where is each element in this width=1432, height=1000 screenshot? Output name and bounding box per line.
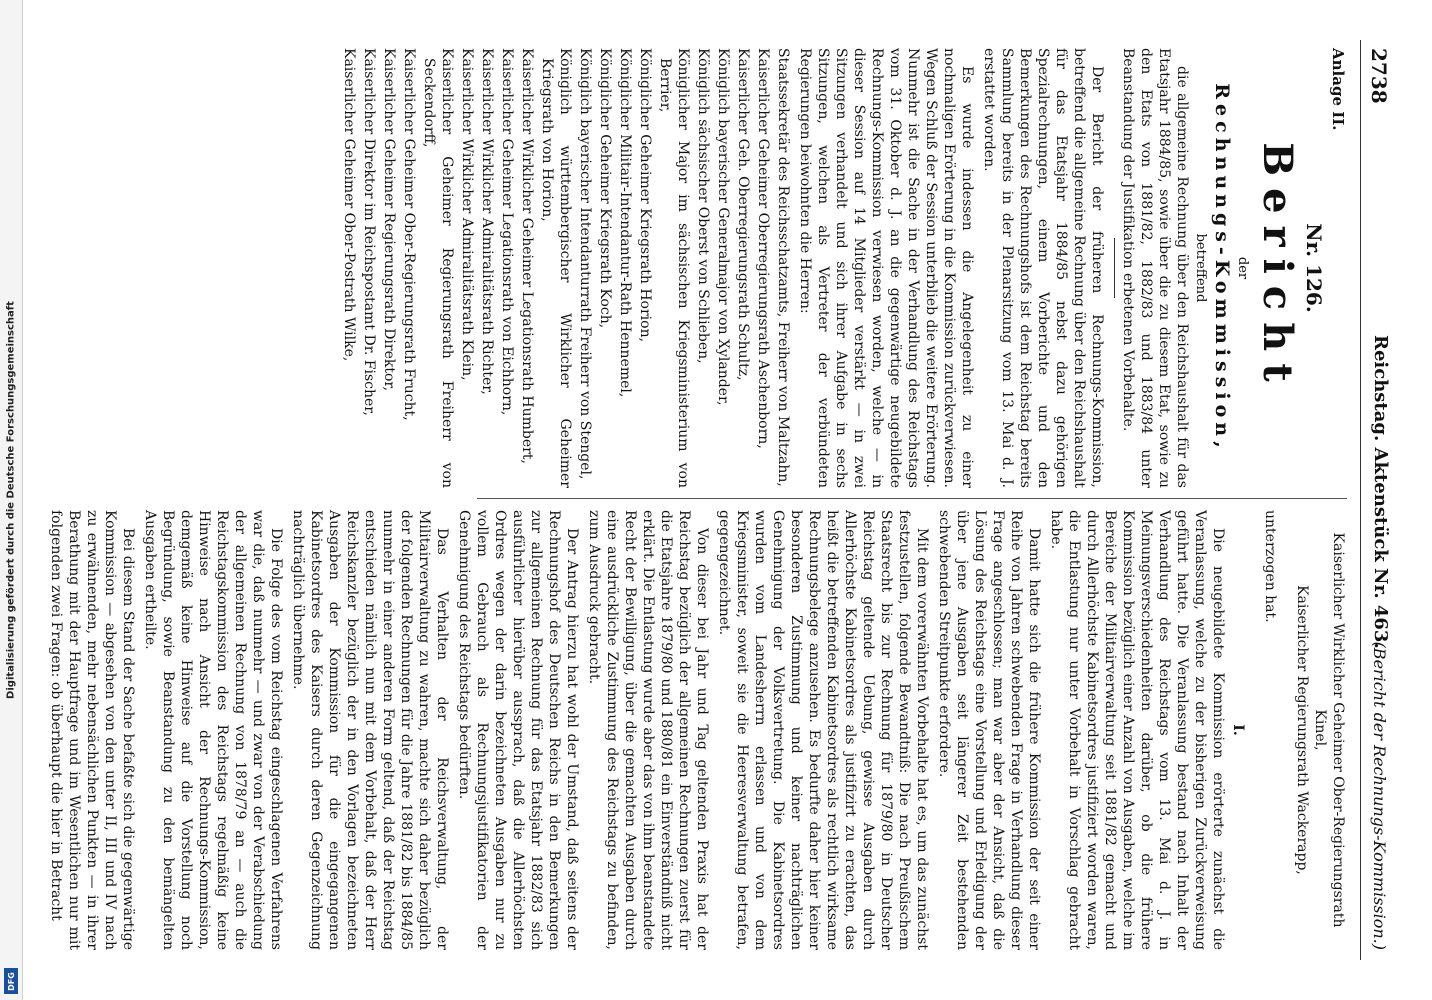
- paragraph: Die Folge des vom Reichstag eingeschlagenen Verfahrens war die, daß nunmehr — und zwar von der Verabschiedung der allgemeinen Rechnung von 1878/79 an — auch die Reichstagskommission des Reichstags regelmäßig keine Hinweise nach Ansicht der Rechnungs-Kommission, demgemäß keine Hinweise auf die Vorstellung noch Begründung, sowie Beanstandung zu den bemängelten Ausgaben ertheilte.: [142, 510, 284, 950]
- footer-strip: [0, 0, 23, 1000]
- name-entry: Königlicher Geheimer Kriegsrath Koch,: [597, 48, 613, 329]
- paragraph: Von dieser bei Jahr und Tag geltenden Praxis hat der Reichstag bezüglich der allgemeinen Rechnungen zuerst für die Etatsjahre 1879/80 und 1880/81 ein Einverständniß nicht erklärt. Die Entlastung wurde aber das von ihm beanstandete Recht der Bewilligung, über die gemachten Ausgaben durch eine ausdrückliche Zustimmung des Reichstags zu befinden, zum Ausdruck gebracht.: [586, 510, 710, 950]
- name-entry: Königlicher Geheimer Kriegsrath Horion,: [637, 48, 653, 343]
- name-entry: Kaiserlicher Geheimer Legationsrath von Eichhorn,: [499, 48, 515, 416]
- name-entry: Königlicher Militair-Intendantur-Rath Hennemel,: [617, 48, 633, 398]
- paragraph: Bei diesem Stand der Sache befaßte sich die gegenwärtige Kommission — abgesehen von den unter II, III und IV nach zu erwähnenden, mehr nebensächlichen Punkten — in ihrer Berathung mit der Hauptfrage und im Wesentlichen nur mit folgenden zwei Fragen: ob überhaupt die hier in Betracht: [48, 510, 136, 950]
- name-entry: Kaiserlicher Geheimer Ober-Regierungsrath Frucht,: [401, 48, 417, 421]
- rotated-page: [48, 40, 1395, 960]
- name-entry: Königlich sächsischer Oberst von Schlieben,: [695, 48, 711, 364]
- report-title: Bericht: [1254, 142, 1301, 394]
- name-entry: Staatssekretär des Reichsschatzamts, Freiherr von Maltzahn,: [775, 48, 791, 487]
- right-column: [43, 510, 1347, 950]
- name-entry: Kaiserlicher Geh. Oberregierungsrath Schultz,: [735, 48, 751, 381]
- name-entry: Königlicher Major im sächsischen Kriegsministerium von Berrier,: [657, 48, 691, 488]
- report-number: Nr. 126.: [1302, 223, 1326, 313]
- name-entry: Kaiserlicher Wirklicher Admiralitätsrath Richter,: [479, 48, 495, 395]
- name-entry: Kaiserlicher Regierungsrath Wackerapp,: [1294, 585, 1310, 875]
- paragraph: Das Verhalten der Reichsverwaltung, der Militairverwaltung zu wahren, machte sich daher bezüglich der folgenden Rechnungen für die Jahre 1881/82 bis 1884/85 nunmehr in einer anderen Form geltend, daß der Reichstag entschieden nämlich nun mit dem Vorbehalt, daß der Herr Reichskanzler bezüglich der in den Vorlagen bezeichneten Ausgaben der Kommission für die eingegangenen Kabinetsordres des Kaisers durch deren Gegenzeichnung nachträglich übernehme.: [290, 510, 450, 950]
- paragraph: die allgemeine Rechnung über den Reichshaushalt für das Etatsjahr 1884/85, sowie über die zu diesem Etat, sowie zu den Etats von 1881/82, 1882/83 und 1883/84 unter Beanstandung der Justifikation erbetenen Vorbehalte.: [1120, 48, 1190, 488]
- betreffend-label: betreffend: [1193, 233, 1208, 303]
- name-entry: Kaiserlicher Geheimer Oberregierungsrath Aschenborn,: [755, 48, 771, 449]
- section-label: (Bericht der Rechnungs-Kommission.): [1370, 641, 1389, 950]
- name-entry: Kaiserlicher Wirklicher Geheimer Ober-Regierungsrath Kinel,: [1312, 532, 1346, 928]
- divider-rule: [1114, 238, 1115, 298]
- commission-title: Rechnungs-Kommission,: [1211, 83, 1233, 453]
- page-header: [1360, 40, 1395, 960]
- section-numeral: I.: [1230, 724, 1246, 736]
- names-list: [340, 48, 792, 488]
- name-entry: Kaiserlicher Geheimer Regierungsrath Freiherr von Seckendorff,: [421, 48, 455, 488]
- name-entry: Kaiserlicher Geheimer Ober-Postrath Wilke,: [341, 48, 357, 362]
- paragraph: Der Antrag hierzu hat wohl der Umstand, daß seitens der Rechnungshof des Deutschen Reichs in den Bemerkungen zur allgemeinen Rechnung für das Etatsjahr 1882/83 sich ausführlicher hierüber aussprach, daß die Allerhöchsten Ordres wegen der darin bezeichneten Ausgaben nur zu vollem Gebrauch als Rechnungsjustifikatorien der Genehmigung des Reichstags bedürften.: [456, 510, 580, 950]
- name-entry: Königlich bayerischer Intendanturrath Freiherr von Stengel,: [577, 48, 593, 480]
- name-entry: Kaiserlicher Direktor im Reichspostamt Dr. Fischer,: [361, 48, 377, 416]
- unterzogen-label: unterzogen hat.: [1262, 510, 1278, 623]
- der-label: der: [1235, 256, 1250, 280]
- name-entry: Königlich württembergischer Wirklicher Geheimer Kriegsrath von Horion,: [539, 48, 573, 488]
- journal-title: Reichstag. Aktenstück Nr. 463.: [1370, 335, 1391, 649]
- page-number: 2738: [1367, 48, 1391, 104]
- digitization-credit: Digitalisierung gefördert durch die Deutsche Forschungsgemeinschaft: [5, 301, 17, 699]
- dfg-logo: DFG: [4, 968, 18, 994]
- name-entry: Kaiserlicher Wirklicher Geheimer Legationsrath Humbert,: [519, 48, 535, 464]
- paragraph: Damit hatte sich die frühere Kommission der seit einer Reihe von Jahren schwebenden Frage in Verhandlung dieser Frage angeschlossen; man war aber der Ansicht, daß die Lösung des Reichstags eine Vorstellung und Erledigung der über jene Ausgaben seit längerer Zeit bestehenden schwebenden Streitpunkte erfordere.: [936, 510, 1042, 950]
- name-entry: Königlich bayerischer Generalmajor von Xylander,: [715, 48, 731, 406]
- name-entry: Kaiserlicher Geheimer Regierungsrath Direktor,: [381, 48, 397, 392]
- name-entry: Kaiserlicher Wirklicher Admiralitätsrath Klein,: [459, 48, 475, 381]
- paragraph: Mit dem vorerwähnten Vorbehalte hat es, um das zunächst festzustellen, folgende Bewandtniß: Die nach Preußischem Staatsrecht bis zur Rechnung für 1879/80 in Deutscher Reichstag geltende Uebung, gewisse Ausgaben durch Allerhöchste Kabinetsordres als justifizirt zu erachten, das heißt die betreffenden Kabinetsordres als rechtlich wirksame Rechnungsbelege anzusehen. Es bedurfte daher hier keiner besonderen Zustimmung und keiner nachträglichen Genehmigung der Volksvertretung. Die Kabinetsordres wurden vom Landesherrn erlassen und von dem Kriegsminister, soweit sie die Heeresverwaltung betrafen, gegengezeichnet.: [716, 510, 930, 950]
- anlage-label: Anlage II.: [1329, 48, 1347, 131]
- paragraph: Die neugebildete Kommission erörterte zunächst die Veranlassung, welche zu der bisherigen Zurückverweisung geführt hatte. Die Veranlassung bestand nach Inhalt der Verhandlung des Reichstags vom 13. Mai d. J. in Meinungsverschiedenheiten darüber, ob die frühere Kommission bezüglich einer Anzahl von Ausgaben, welche im Bereiche der Militairverwaltung seit 1881/82 gemacht und durch Allerhöchste Kabinetsordres justifiziert worden waren, die Entlastung nur unter Vorbehalt in Vorschlag gebracht habe.: [1048, 510, 1226, 950]
- left-column: [338, 48, 1347, 488]
- paragraph: Es wurde indessen die Angelegenheit zu einer nochmaligen Erörterung in die Kommission zurückverwiesen. Wegen Schluß der Session unterblieb die weitere Erörterung. Nunmehr ist die Sache in der Verhandlung des Reichstags vom 31. Oktober d. J. an die gegenwärtige neugebildete Rechnungs-Kommission verwiesen worden, welche — in dieser Session auf 14 Mitglieder verstärkt — in zwei Sitzungen verhandelt und sich ihrer Aufgabe in sechs Sitzungen, welchen als Vertreter der verbündeten Regierungen beiwohnten die Herren:: [797, 48, 975, 488]
- column-divider: [477, 498, 1347, 499]
- paragraph: Der Bericht der früheren Rechnungs-Kommission, betreffend die allgemeine Rechnung über den Reichshaushalt für das Etatsjahr 1884/85 nebst dazu gehörigen Spezialrechnungen, einem Vorberichte und den Bemerkungen des Rechnungshofs ist dem Reichstag bereits Sammlung bereits in der Plenarsitzung vom 13. Mai d. J. erstattet worden.: [981, 48, 1105, 488]
